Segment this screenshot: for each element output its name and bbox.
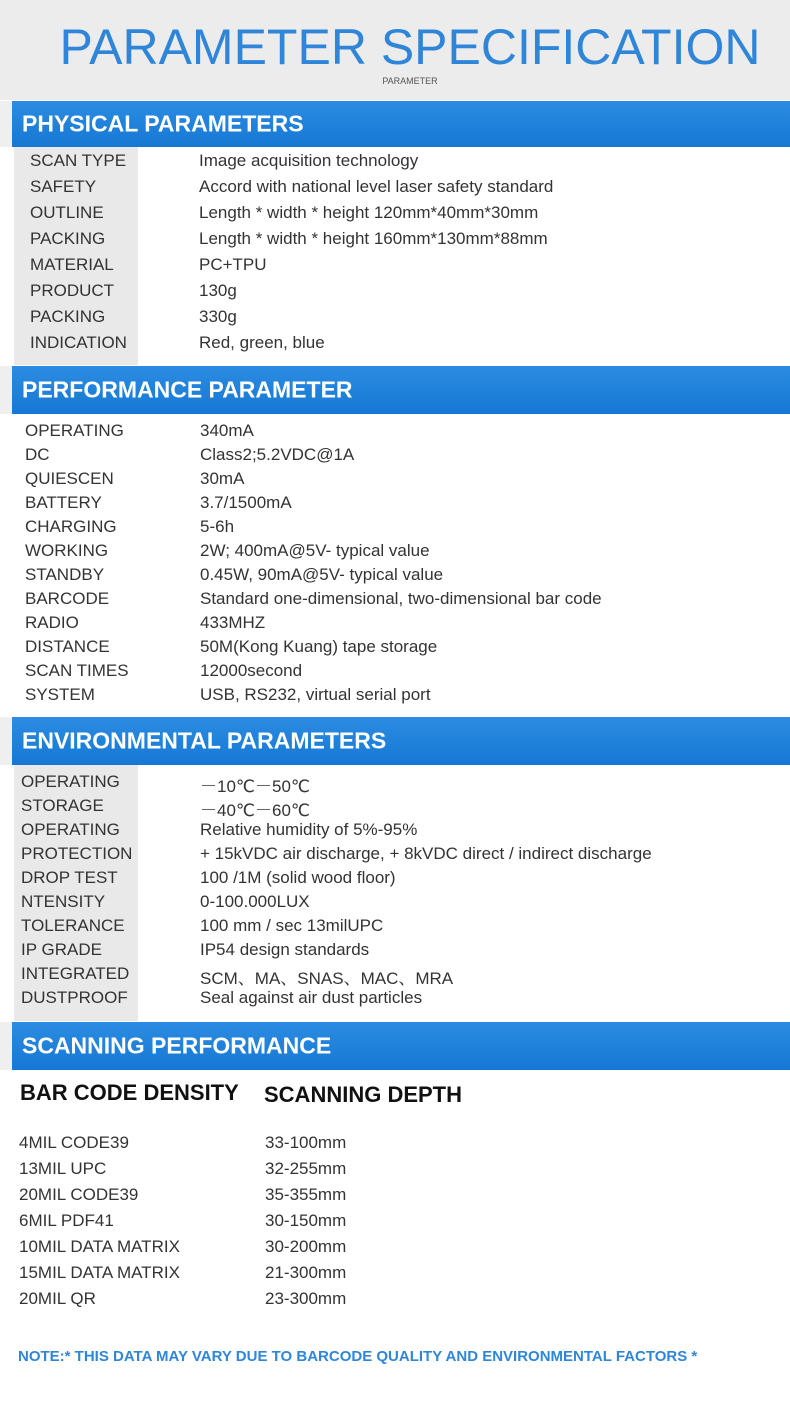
page-title: PARAMETER SPECIFICATION <box>59 19 761 75</box>
performance-row-value: 0.45W, 90mA@5V- typical value <box>200 565 444 584</box>
performance-row-label: WORKING <box>25 541 109 560</box>
environmental-row-label: DUSTPROOF <box>21 988 128 1007</box>
environmental-row-value: SCM、MA、SNAS、MAC、MRA <box>200 969 454 988</box>
environmental-row-value: Seal against air dust particles <box>200 988 423 1007</box>
physical-section-bar <box>0 101 790 147</box>
physical-section-title: PHYSICAL PARAMETERS <box>22 110 304 137</box>
environmental-row-value: IP54 design standards <box>200 940 370 959</box>
performance-row-label: OPERATING <box>25 421 124 440</box>
performance-row-label: CHARGING <box>25 517 117 536</box>
physical-row-value: Accord with national level laser safety standard <box>199 177 554 196</box>
performance-row-value: 2W; 400mA@5V- typical value <box>200 541 430 560</box>
performance-row-label: DISTANCE <box>25 637 110 656</box>
physical-row-value: 130g <box>199 281 237 300</box>
environmental-row-value: 0-100.000LUX <box>200 892 310 911</box>
performance-row-label: QUIESCEN <box>25 469 114 488</box>
physical-row-value: Length * width * height 160mm*130mm*88mm <box>199 229 548 248</box>
physical-row-label: PACKING <box>30 307 106 326</box>
page-header <box>0 0 790 100</box>
environmental-section-title: ENVIRONMENTAL PARAMETERS <box>22 727 387 754</box>
scanning-row-label: 4MIL CODE39 <box>19 1133 129 1152</box>
performance-row-value: Class2;5.2VDC@1A <box>200 445 355 464</box>
performance-row-value: Standard one-dimensional, two-dimensional bar code <box>200 589 602 608</box>
environmental-row-value: －40℃－60℃ <box>200 801 311 820</box>
performance-row-value: 50M(Kong Kuang) tape storage <box>200 637 438 656</box>
performance-row-label: STANDBY <box>25 565 105 584</box>
physical-row-label: INDICATION <box>30 333 127 352</box>
performance-row-value: 5-6h <box>200 517 235 536</box>
scanning-row-label: 20MIL QR <box>19 1289 96 1308</box>
environmental-row-label: INTEGRATED <box>21 964 130 983</box>
scanning-row-value: 30-200mm <box>265 1237 347 1256</box>
physical-row-label: SCAN TYPE <box>30 151 127 170</box>
performance-row-label: SYSTEM <box>25 685 95 704</box>
scanning-section-title: SCANNING PERFORMANCE <box>22 1032 332 1059</box>
physical-row-label: PACKING <box>30 229 106 248</box>
scanning-section-bar <box>0 1022 790 1070</box>
environmental-row-label: PROTECTION <box>21 844 133 863</box>
environmental-row-value: －10℃－50℃ <box>200 777 311 796</box>
environmental-row-value: Relative humidity of 5%-95% <box>200 820 418 839</box>
performance-row-label: BATTERY <box>25 493 102 512</box>
scanning-row-label: 10MIL DATA MATRIX <box>19 1237 180 1256</box>
performance-row-label: RADIO <box>25 613 79 632</box>
environmental-row-label: TOLERANCE <box>21 916 125 935</box>
physical-row-label: MATERIAL <box>30 255 114 274</box>
page-subtitle: PARAMETER <box>382 76 438 86</box>
environmental-row-label: DROP TEST <box>21 868 118 887</box>
scanning-row-value: 21-300mm <box>265 1263 347 1282</box>
disclaimer-note: NOTE:* THIS DATA MAY VARY DUE TO BARCODE QUALITY AND ENVIRONMENTAL FACTORS * <box>18 1348 698 1365</box>
environmental-row-label: OPERATING <box>21 772 120 791</box>
environmental-row-label: OPERATING <box>21 820 120 839</box>
depth-column-header: SCANNING DEPTH <box>264 1082 463 1107</box>
performance-section-bar <box>0 366 790 414</box>
scanning-row-label: 15MIL DATA MATRIX <box>19 1263 180 1282</box>
density-column-header: BAR CODE DENSITY <box>20 1080 239 1105</box>
performance-row-value: 30mA <box>200 469 245 488</box>
environmental-row-label: IP GRADE <box>21 940 102 959</box>
scanning-row-label: 6MIL PDF41 <box>19 1211 114 1230</box>
performance-row-label: SCAN TIMES <box>25 661 129 680</box>
environmental-row-label: STORAGE <box>21 796 104 815</box>
physical-row-value: 330g <box>199 307 237 326</box>
physical-row-value: PC+TPU <box>199 255 267 274</box>
physical-row-value: Red, green, blue <box>199 333 325 352</box>
physical-row-label: SAFETY <box>30 177 97 196</box>
scanning-row-value: 32-255mm <box>265 1159 347 1178</box>
performance-row-value: 12000second <box>200 661 303 680</box>
physical-row-value: Length * width * height 120mm*40mm*30mm <box>199 203 539 222</box>
environmental-row-value: + 15kVDC air discharge, + 8kVDC direct / indirect discharge <box>200 844 652 863</box>
scanning-row-value: 33-100mm <box>265 1133 347 1152</box>
performance-row-label: DC <box>25 445 50 464</box>
environmental-row-value: 100 /1M (solid wood floor) <box>200 868 396 887</box>
environmental-section-bar <box>0 717 790 765</box>
performance-row-value: USB, RS232, virtual serial port <box>200 685 431 704</box>
scanning-row-label: 13MIL UPC <box>19 1159 107 1178</box>
environmental-row-value: 100 mm / sec 13milUPC <box>200 916 384 935</box>
environmental-row-label: NTENSITY <box>21 892 106 911</box>
physical-row-label: OUTLINE <box>30 203 104 222</box>
physical-row-label: PRODUCT <box>30 281 115 300</box>
scanning-row-value: 30-150mm <box>265 1211 347 1230</box>
performance-section-title: PERFORMANCE PARAMETER <box>22 376 353 403</box>
performance-row-value: 433MHZ <box>200 613 266 632</box>
scanning-row-value: 35-355mm <box>265 1185 347 1204</box>
performance-row-value: 3.7/1500mA <box>200 493 292 512</box>
physical-row-value: Image acquisition technology <box>199 151 419 170</box>
scanning-row-label: 20MIL CODE39 <box>19 1185 139 1204</box>
scanning-row-value: 23-300mm <box>265 1289 347 1308</box>
performance-row-label: BARCODE <box>25 589 110 608</box>
performance-row-value: 340mA <box>200 421 254 440</box>
